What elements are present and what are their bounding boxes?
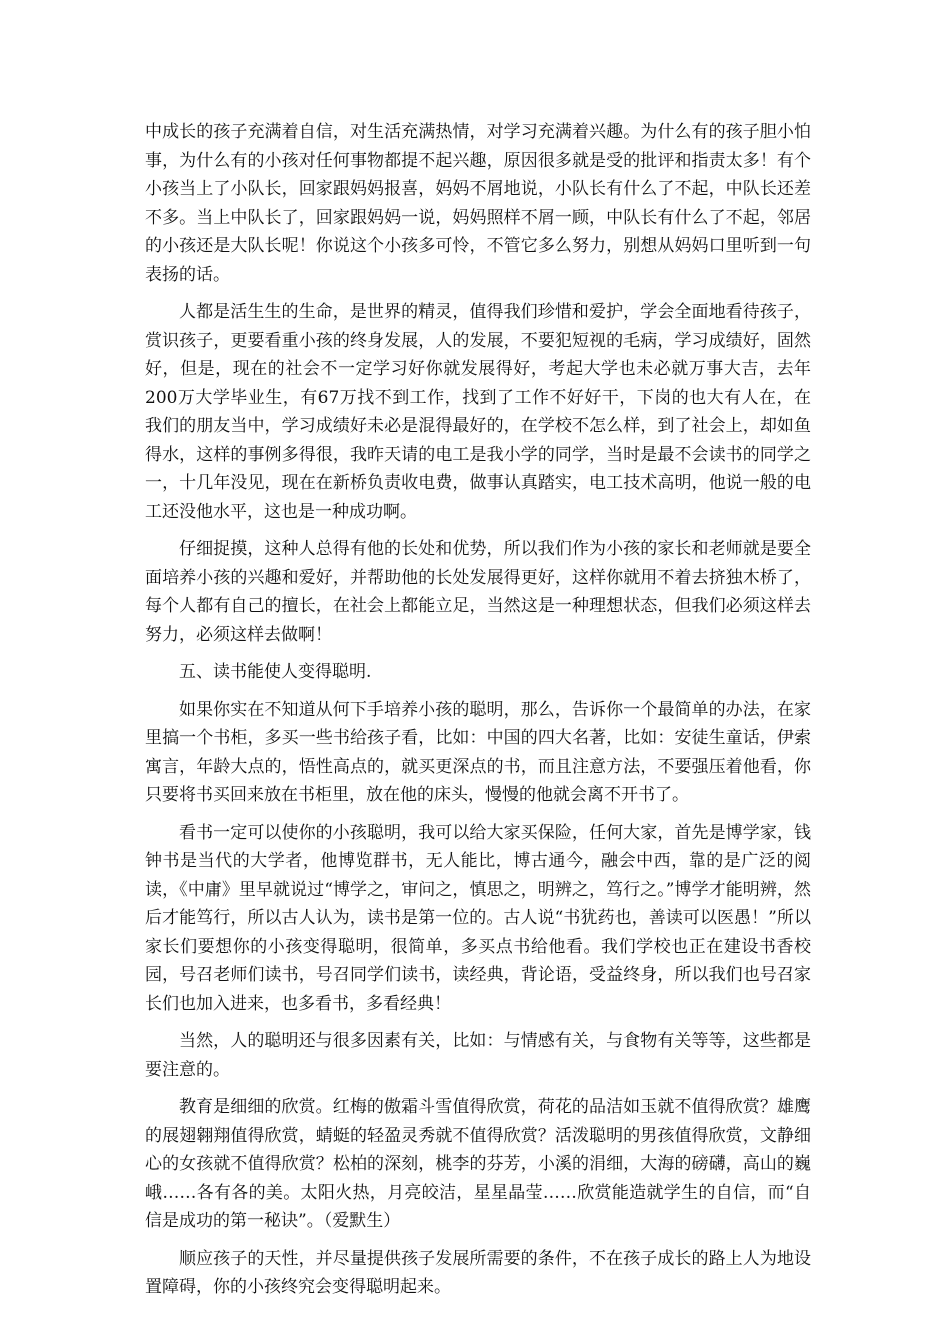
paragraph-1: 中成长的孩子充满着自信，对生活充满热情，对学习充满着兴趣。为什么有的孩子胆小怕事，为什么有的小孩对任何事物都提不起兴趣，原因很多就是受的批评和指责太多！有个小孩当上了小队长，回家跟妈妈报喜，妈妈不屑地说，小队长有什么了不起，中队长还差不多。当上中队长了，回家跟妈妈一说，妈妈照样不屑一顾，中队长有什么了不起，邻居的小孩还是大队长呢！你说这个小孩多可怜，不管它多么努力，别想从妈妈口里听到一句表扬的话。 — [145, 122, 811, 285]
paragraph-8: 顺应孩子的天性，并尽量提供孩子发展所需要的条件，不在孩子成长的路上人为地设置障碍，你的小孩终究会变得聪明起来。 — [145, 1248, 811, 1297]
paragraph-7: 教育是细细的欣赏。红梅的傲霜斗雪值得欣赏，荷花的品洁如玉就不值得欣赏？雄鹰的展翅翱翔值得欣赏，蜻蜓的轻盈灵秀就不值得欣赏？活泼聪明的男孩值得欣赏，文静细心的女孩就不值得欣赏？松柏的深刻，桃李的芬芳，小溪的涓细，大海的磅礴，高山的巍峨……各有各的美。太阳火热，月亮皎洁，星星晶莹……欣赏能造就学生的自信，而“自信是成功的第一秘诀”。（爱默生） — [145, 1097, 811, 1231]
paragraph-2: 人都是活生生的生命，是世界的精灵，值得我们珍惜和爱护，学会全面地看待孩子，赏识孩子，更要看重小孩的终身发展，人的发展，不要犯短视的毛病，学习成绩好，固然好，但是，现在的社会不一定学习好你就发展得好，考起大学也未必就万事大吉，去年200万大学毕业生，有67万找不到工作，找到了工作不好好干，下岗的也大有人在，在我们的朋友当中，学习成绩好未必是混得最好的，在学校不怎么样，到了社会上，却如鱼得水，这样的事例多得很，我昨天请的电工是我小学的同学，当时是最不会读书的同学之一，十几年没见，现在在新桥负责收电费，做事认真踏实，电工技术高明，他说一般的电工还没他水平，这也是一种成功啊。 — [145, 302, 811, 522]
document-body — [145, 118, 811, 1311]
paragraph-6: 当然，人的聪明还与很多因素有关，比如：与情感有关，与食物有关等等，这些都是要注意的。 — [145, 1031, 811, 1080]
paragraph-4: 如果你实在不知道从何下手培养小孩的聪明，那么，告诉你一个最简单的办法，在家里搞一个书柜，多买一些书给孩子看，比如：中国的四大名著，比如：安徒生童话，伊索寓言，年龄大点的，悟性高点的，就买更深点的书，而且注意方法，不要强压着他看，你只要将书买回来放在书柜里，放在他的床头，慢慢的他就会离不开书了。 — [145, 699, 811, 805]
paragraph-3: 仔细捉摸，这种人总得有他的长处和优势，所以我们作为小孩的家长和老师就是要全面培养小孩的兴趣和爱好，并帮助他的长处发展得更好，这样你就用不着去挤独木桥了，每个人都有自己的擅长，在社会上都能立足，当然这是一种理想状态，但我们必须这样去努力，必须这样去做啊！ — [145, 539, 811, 645]
section-heading: 五、读书能使人变得聪明. — [179, 662, 372, 682]
paragraph-5: 看书一定可以使你的小孩聪明，我可以给大家买保险，任何大家，首先是博学家，钱钟书是当代的大学者，他博览群书，无人能比，博古通今，融会中西，靠的是广泛的阅读，《中庸》里早就说过“博学之，审问之，慎思之，明辨之，笃行之。”博学才能明辨，然后才能笃行，所以古人认为，读书是第一位的。古人说“书犹药也，善读可以医愚！”所以家长们要想你的小孩变得聪明，很简单，多买点书给他看。我们学校也正在建设书香校园，号召老师们读书，号召同学们读书，读经典，背论语，受益终身，所以我们也号召家长们也加入进来，也多看书，多看经典！ — [145, 822, 811, 1014]
